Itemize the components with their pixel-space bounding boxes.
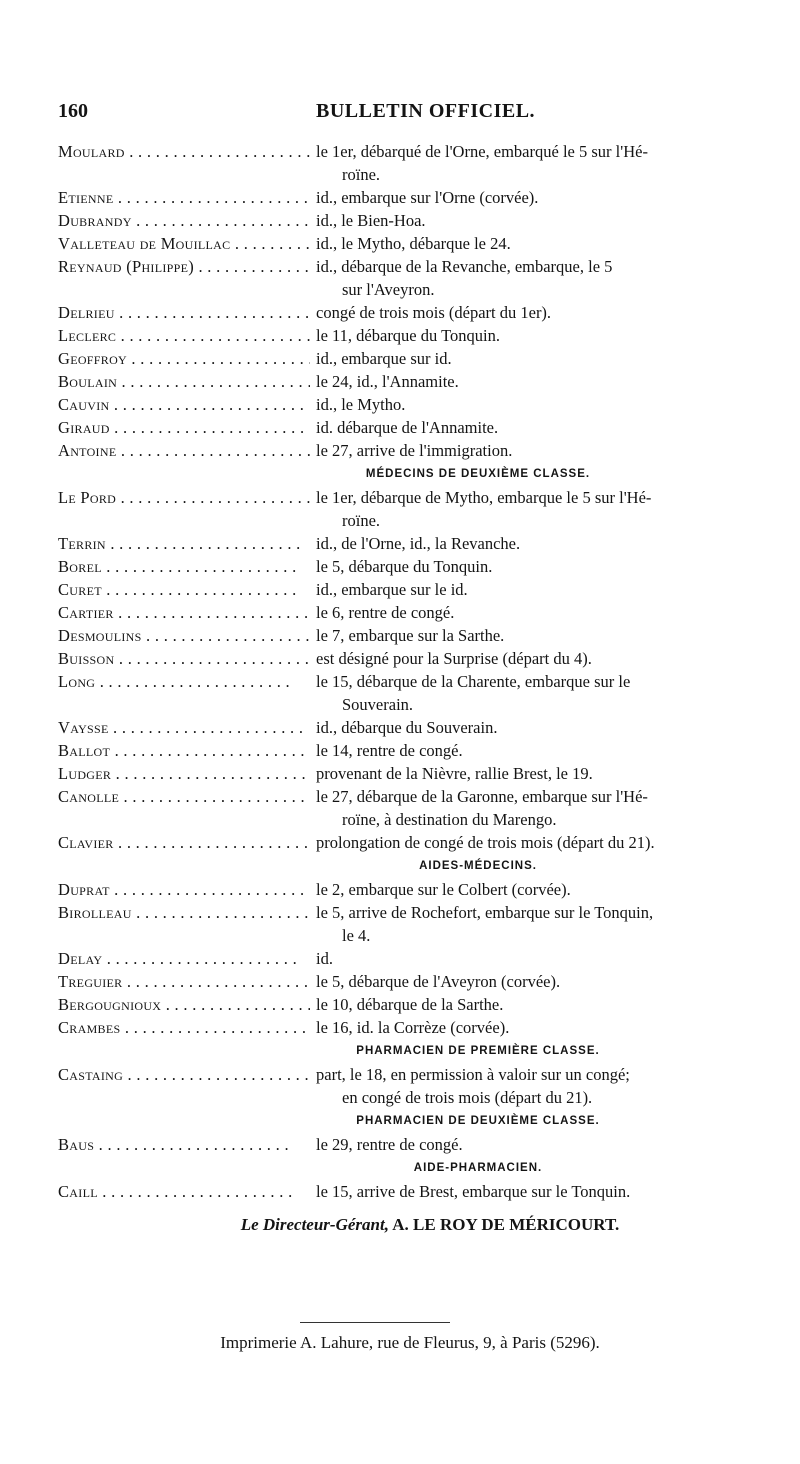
list-item — [58, 624, 778, 647]
movement-text: id., débarque de la Revanche, embarque, le 5 — [316, 257, 613, 276]
list-item — [58, 762, 778, 785]
movement-note — [310, 947, 778, 970]
section-heading: MÉDECINS DE DEUXIÈME CLASSE. — [365, 468, 591, 480]
movement-text: id., embarque sur l'Orne (corvée). — [316, 188, 539, 207]
officer-name: Long . . . — [58, 670, 310, 693]
movement-continuation: sur l'Aveyron. — [342, 280, 435, 299]
section-heading: AIDE-PHARMACIEN. — [413, 1162, 543, 1174]
officer-name: Valleteau de Mouillac . . . — [58, 232, 310, 255]
movement-note — [310, 716, 778, 739]
movement-text: le 1er, débarque de Mytho, embarque le 5 sur l'Hé- — [316, 488, 652, 507]
movement-note — [310, 1180, 778, 1203]
officer-name: Etienne . . . — [58, 186, 310, 209]
movement-note — [310, 232, 778, 255]
signature — [0, 1215, 800, 1235]
list-item — [58, 1180, 778, 1203]
movement-note — [310, 762, 778, 785]
list-item — [58, 416, 778, 439]
list-item — [58, 716, 778, 739]
list-item — [58, 901, 778, 947]
movement-text: le 5, débarque de l'Aveyron (corvée). — [316, 972, 561, 991]
list-item — [58, 878, 778, 901]
movement-note — [310, 1133, 778, 1156]
movement-text: le 27, débarque de la Garonne, embarque sur l'Hé- — [316, 787, 648, 806]
officer-name: Canolle . . . — [58, 785, 310, 808]
list-item — [58, 993, 778, 1016]
movement-text: provenant de la Nièvre, rallie Brest, le 19. — [316, 764, 593, 783]
movement-text: id., embarque sur id. — [316, 349, 452, 368]
section-heading: PHARMACIEN DE DEUXIÈME CLASSE. — [356, 1115, 600, 1127]
printer-imprint: Imprimerie A. Lahure, rue de Fleurus, 9, à Paris (5296). — [220, 1333, 600, 1352]
officer-name: Delrieu . . . — [58, 301, 310, 324]
movement-continuation: roïne. — [342, 165, 381, 184]
movement-text: id., embarque sur le id. — [316, 580, 468, 599]
movement-note — [310, 624, 778, 647]
movement-text: le 14, rentre de congé. — [316, 741, 463, 760]
movement-note — [310, 255, 778, 301]
movement-note — [310, 140, 778, 186]
list-item — [58, 1016, 778, 1039]
officer-name: Boulain . . . — [58, 370, 310, 393]
list-item — [58, 347, 778, 370]
list-item — [58, 1063, 778, 1109]
officer-name: Moulard . . . — [58, 140, 310, 163]
movement-continuation: en congé de trois mois (départ du 21). — [342, 1088, 593, 1107]
movement-note — [310, 416, 778, 439]
page-number: 160 — [58, 100, 88, 122]
movement-note — [310, 901, 778, 947]
movement-note — [310, 393, 778, 416]
movement-text: id., le Mytho. — [316, 395, 406, 414]
list-item — [58, 486, 778, 532]
officer-name: Birolleau . . . — [58, 901, 310, 924]
movement-note — [310, 370, 778, 393]
movement-continuation: roïne. — [342, 511, 381, 530]
movement-text: le 11, débarque du Tonquin. — [316, 326, 500, 345]
movement-note — [310, 970, 778, 993]
page-header — [58, 100, 760, 130]
signature-name: A. LE ROY DE MÉRICOURT. — [392, 1215, 620, 1234]
officer-name: Crambes . . . — [58, 1016, 310, 1039]
officer-name: Ballot . . . — [58, 739, 310, 762]
movement-text: id., le Mytho, débarque le 24. — [316, 234, 511, 253]
list-item — [58, 255, 778, 301]
list-item — [58, 140, 778, 186]
officer-name: Reynaud (Philippe) . . . — [58, 255, 310, 278]
list-item — [58, 186, 778, 209]
movement-text: id., débarque du Souverain. — [316, 718, 498, 737]
list-item — [58, 947, 778, 970]
officer-name: Geoffroy . . . — [58, 347, 310, 370]
officer-name: Borel . . . — [58, 555, 310, 578]
officer-name: Dubrandy . . . — [58, 209, 310, 232]
divider-rule — [300, 1322, 450, 1323]
movement-note — [310, 324, 778, 347]
list-item — [58, 785, 778, 831]
officer-name: Le Pord . . . — [58, 486, 310, 509]
movement-text: le 29, rentre de congé. — [316, 1135, 463, 1154]
movement-note — [310, 670, 778, 716]
movement-note — [310, 1063, 778, 1109]
list-item — [58, 324, 778, 347]
officer-name: Baus . . . — [58, 1133, 310, 1156]
list-item — [58, 439, 778, 462]
movement-note — [310, 486, 778, 532]
officer-name: Curet . . . — [58, 578, 310, 601]
movement-note — [310, 601, 778, 624]
movement-text: id. débarque de l'Annamite. — [316, 418, 499, 437]
movement-text: le 7, embarque sur la Sarthe. — [316, 626, 505, 645]
movement-note — [310, 785, 778, 831]
movement-note — [310, 532, 778, 555]
movement-note — [310, 647, 778, 670]
list-item — [58, 601, 778, 624]
officer-name: Cartier . . . — [58, 601, 310, 624]
list-item — [58, 532, 778, 555]
personnel-list — [58, 140, 778, 1203]
list-item — [58, 393, 778, 416]
officer-name: Cauvin . . . — [58, 393, 310, 416]
movement-text: le 10, débarque de la Sarthe. — [316, 995, 504, 1014]
movement-text: le 24, id., l'Annamite. — [316, 372, 459, 391]
movement-note — [310, 993, 778, 1016]
movement-note — [310, 878, 778, 901]
officer-name: Bergougnioux . . . — [58, 993, 310, 1016]
list-item — [58, 370, 778, 393]
running-title: BULLETIN OFFICIEL. — [316, 100, 536, 122]
list-item — [58, 578, 778, 601]
signature-label: Le Directeur-Gérant, — [240, 1215, 389, 1234]
movement-note — [310, 831, 778, 854]
list-item — [58, 970, 778, 993]
movement-continuation: Souverain. — [342, 695, 414, 714]
section-heading: PHARMACIEN DE PREMIÈRE CLASSE. — [356, 1045, 600, 1057]
list-item — [58, 831, 778, 854]
movement-note — [310, 439, 778, 462]
list-item — [58, 232, 778, 255]
movement-text: le 2, embarque sur le Colbert (corvée). — [316, 880, 571, 899]
movement-text: le 16, id. la Corrèze (corvée). — [316, 1018, 510, 1037]
officer-name: Delay . . . — [58, 947, 310, 970]
officer-name: Terrin . . . — [58, 532, 310, 555]
movement-text: le 27, arrive de l'immigration. — [316, 441, 513, 460]
movement-continuation: le 4. — [342, 926, 371, 945]
movement-text: le 6, rentre de congé. — [316, 603, 455, 622]
list-item — [58, 739, 778, 762]
list-item — [58, 555, 778, 578]
movement-note — [310, 739, 778, 762]
officer-name: Buisson . . . — [58, 647, 310, 670]
officer-name: Castaing . . . — [58, 1063, 310, 1086]
movement-text: le 15, débarque de la Charente, embarque sur le — [316, 672, 631, 691]
movement-text: est désigné pour la Surprise (départ du 4). — [316, 649, 592, 668]
movement-note — [310, 301, 778, 324]
list-item — [58, 301, 778, 324]
movement-note — [310, 555, 778, 578]
list-item — [58, 209, 778, 232]
movement-note — [310, 347, 778, 370]
officer-name: Clavier . . . — [58, 831, 310, 854]
list-item — [58, 1133, 778, 1156]
movement-note — [310, 209, 778, 232]
movement-text: le 1er, débarqué de l'Orne, embarqué le 5 sur l'Hé- — [316, 142, 648, 161]
officer-name: Desmoulins . . . — [58, 624, 310, 647]
officer-name: Leclerc . . . — [58, 324, 310, 347]
officer-name: Giraud . . . — [58, 416, 310, 439]
movement-note — [310, 578, 778, 601]
movement-text: id., le Bien-Hoa. — [316, 211, 426, 230]
movement-text: le 5, arrive de Rochefort, embarque sur le Tonquin, — [316, 903, 654, 922]
officer-name: Ludger . . . — [58, 762, 310, 785]
officer-name: Caill . . . — [58, 1180, 310, 1203]
list-item — [58, 670, 778, 716]
movement-text: id. — [316, 949, 333, 968]
movement-text: le 15, arrive de Brest, embarque sur le Tonquin. — [316, 1182, 631, 1201]
officer-name: Duprat . . . — [58, 878, 310, 901]
movement-note — [310, 1016, 778, 1039]
list-item — [58, 647, 778, 670]
section-heading: AIDES-MÉDECINS. — [419, 860, 537, 872]
movement-text: congé de trois mois (départ du 1er). — [316, 303, 552, 322]
movement-text: prolongation de congé de trois mois (départ du 21). — [316, 833, 655, 852]
officer-name: Antoine . . . — [58, 439, 310, 462]
movement-text: part, le 18, en permission à valoir sur un congé; — [316, 1065, 630, 1084]
movement-text: le 5, débarque du Tonquin. — [316, 557, 493, 576]
movement-text: id., de l'Orne, id., la Revanche. — [316, 534, 521, 553]
movement-continuation: roïne, à destination du Marengo. — [342, 810, 557, 829]
movement-note — [310, 186, 778, 209]
officer-name: Vaysse . . . — [58, 716, 310, 739]
officer-name: Treguier . . . — [58, 970, 310, 993]
